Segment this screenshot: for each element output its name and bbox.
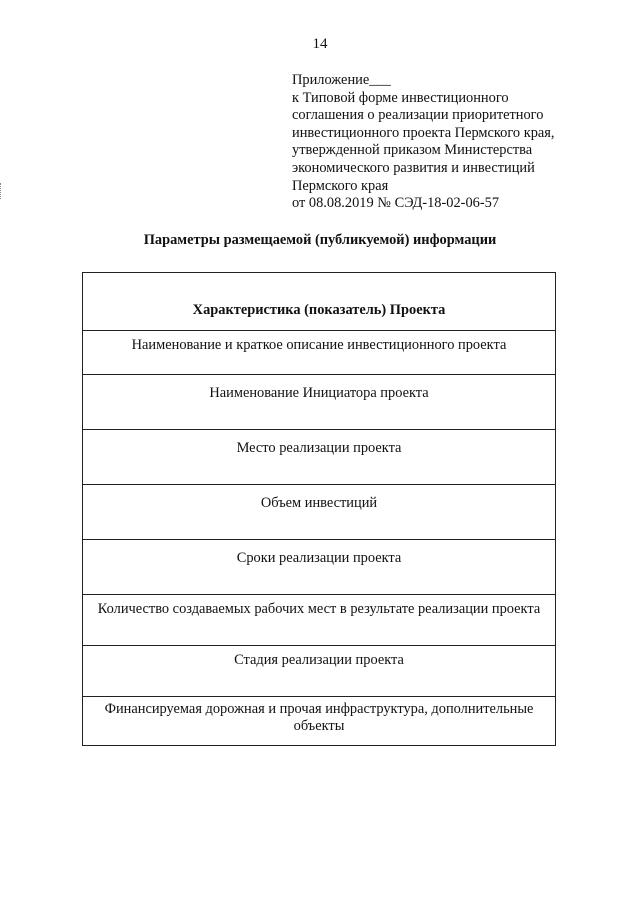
- table-row: [83, 540, 556, 595]
- appendix-line: от 08.08.2019 № СЭД-18-02-06-57: [292, 195, 500, 212]
- page-number: 14: [312, 36, 328, 52]
- table-cell: Количество создаваемых рабочих мест в результате реализации проекта: [83, 595, 556, 646]
- table-row: [83, 331, 556, 375]
- section-title: Параметры размещаемой (публикуемой) информации: [143, 232, 497, 248]
- table-cell: Наименование Инициатора проекта: [83, 375, 556, 430]
- appendix-line: утвержденной приказом Министерства: [292, 142, 533, 159]
- table-cell: Место реализации проекта: [83, 430, 556, 485]
- table-cell: Финансируемая дорожная и прочая инфраструктура, дополнительные объекты: [83, 697, 556, 746]
- appendix-line: инвестиционного проекта Пермского края,: [292, 124, 555, 141]
- appendix-line: Пермского края: [292, 177, 389, 194]
- appendix-line: экономического развития и инвестиций: [292, 159, 535, 176]
- table-row: [83, 375, 556, 430]
- table-header-cell: Характеристика (показатель) Проекта: [83, 273, 556, 331]
- table-row: [83, 646, 556, 697]
- appendix-line: соглашения о реализации приоритетного: [292, 107, 544, 124]
- table-cell: Стадия реализации проекта: [83, 646, 556, 697]
- table-row: [83, 485, 556, 540]
- table-header-row: [83, 273, 556, 331]
- table-cell: Объем инвестиций: [83, 485, 556, 540]
- table-row: [83, 697, 556, 746]
- margin-mark: [0, 183, 3, 199]
- appendix-header: [292, 72, 592, 213]
- table-cell: Наименование и краткое описание инвестиционного проекта: [83, 331, 556, 375]
- table-row: [83, 430, 556, 485]
- table-row: [83, 595, 556, 646]
- parameters-table: [82, 272, 556, 746]
- appendix-line: к Типовой форме инвестиционного: [292, 89, 509, 106]
- appendix-line: Приложение___: [292, 72, 391, 88]
- table-cell: Сроки реализации проекта: [83, 540, 556, 595]
